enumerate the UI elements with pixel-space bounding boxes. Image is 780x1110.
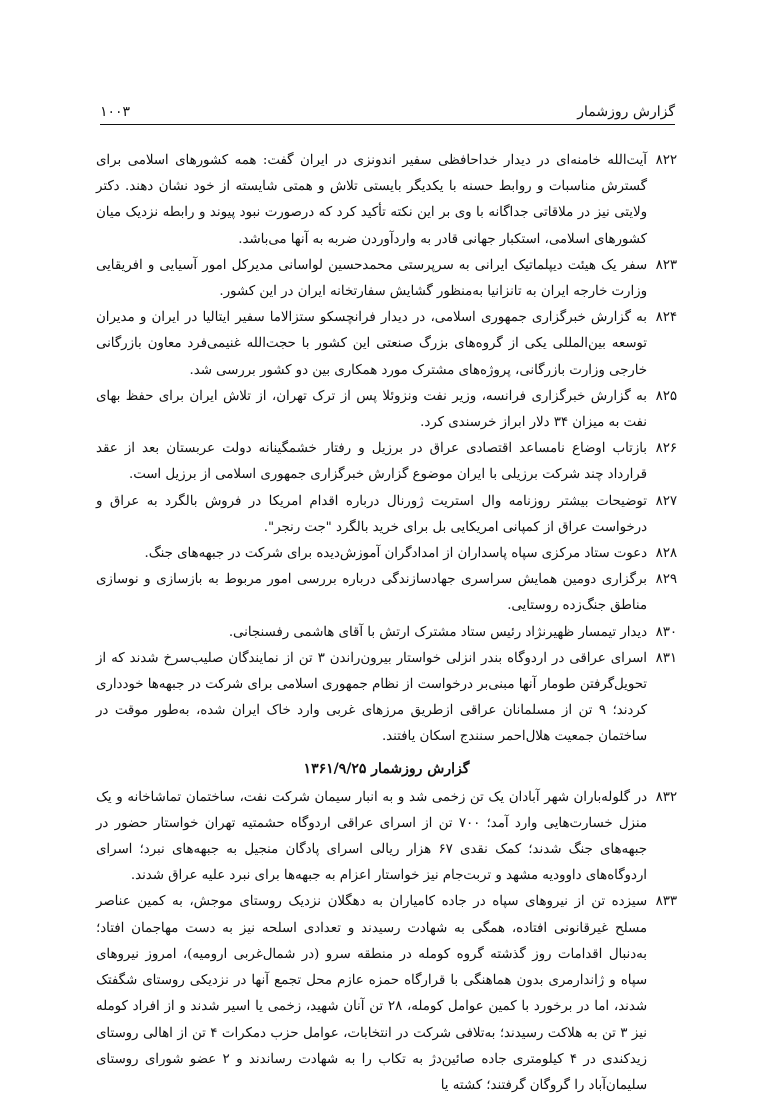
entry	[96, 253, 677, 305]
entry-text: دعوت ستاد مرکزی سپاه پاسداران از امدادگران آموزش‌دیده برای شرکت در جبهه‌های جنگ.	[144, 546, 647, 562]
page-number: ۱۰۰۳	[100, 104, 131, 120]
entry-number: ۸۳۲	[655, 789, 677, 805]
entry	[96, 436, 677, 488]
running-header	[100, 92, 675, 120]
entry	[96, 785, 677, 890]
entry	[96, 620, 677, 646]
entry	[96, 889, 677, 1099]
entry-text: سفر یک هیئت دیپلماتیک ایرانی به سرپرستی محمدحسین لواسانی مدیرکل امور آسیایی و افریقایی وزارت خارجه ایران به تانزانیا به‌منظور گشایش سفارتخانه ایران در این کشور.	[96, 257, 647, 300]
entry-number: ۸۲۹	[655, 572, 677, 588]
entry-number: ۸۲۶	[655, 441, 677, 457]
entry	[96, 384, 677, 436]
entry	[96, 148, 677, 253]
header-rule	[100, 124, 675, 125]
entry-text: در گلوله‌باران شهر آبادان یک تن زخمی شد و به انبار سیمان شرکت نفت، ساختمان تماشاخانه و یک منزل خسارت‌هایی وارد آمد؛ ۷۰۰ تن از اسرای عراقی اردوگاه حشمتیه تهران خواستار حضور در جبهه‌های جنگ شدند؛ کمک نقدی ۶۷ هزار ریالی اسرای پادگان منجیل به جبهه‌های نبرد؛ اسرای اردوگاه‌های داوودیه مشهد و تربت‌جام نیز خواستار اعزام به جبهه‌ها برای نبرد علیه عراق شدند.	[96, 789, 647, 884]
entry-text: به گزارش خبرگزاری فرانسه، وزیر نفت ونزوئلا پس از ترک تهران، از تلاش ایران برای حفظ بهای نفت به میزان ۳۴ دلار ابراز خرسندی کرد.	[96, 388, 647, 431]
entry-number: ۸۲۳	[655, 257, 677, 273]
entry-number: ۸۳۱	[655, 650, 677, 666]
entry-number: ۸۲۴	[655, 310, 677, 326]
entry	[96, 541, 677, 567]
entry-number: ۸۳۰	[655, 624, 677, 640]
header-title: گزارش روزشمار	[577, 104, 675, 120]
entry	[96, 305, 677, 384]
entry-number: ۸۲۷	[655, 493, 677, 509]
entry-number: ۸۳۳	[655, 894, 677, 910]
entry-number: ۸۲۵	[655, 388, 677, 404]
entry-text: بازتاب اوضاع نامساعد اقتصادی عراق در برزیل و رفتار خشمگینانه دولت عربستان بعد از عقد قرارداد چند شرکت برزیلی با ایران موضوع گزارش خبرگزاری جمهوری اسلامی از برزیل است.	[96, 441, 647, 483]
entry-text: آیت‌الله خامنه‌ای در دیدار خداحافظی سفیر اندونزی در ایران گفت: همه کشورهای اسلامی برای گسترش مناسبات و روابط حسنه با یکدیگر بایستی تلاش و همتی شایسته از خود نشان دهند. دکتر ولایتی نیز در ملاقاتی جداگانه با وی بر این نکته تأکید کرد که درصورت نبود پیوند و رابطه نزدیک میان کشورهای اسلامی، استکبار جهانی قادر به واردآوردن ضربه به آنها می‌باشد.	[96, 153, 647, 247]
entry-number: ۸۲۲	[655, 153, 677, 168]
entry-text: برگزاری دومین همایش سراسری جهادسازندگی درباره بررسی امور مربوط به بازسازی و نوسازی مناطق جنگ‌زده روستایی.	[96, 572, 647, 614]
entry-text: به گزارش خبرگزاری جمهوری اسلامی، در دیدار فرانچسکو ستزالاما سفیر ایتالیا در ایران و مدیران توسعه بین‌المللی یکی از گروه‌های بزرگ صنعتی این کشور با حجت‌الله غنیمی‌فرد معاون بازرگانی خارجی وزارت بازرگانی، پروژه‌های مشترک مورد همکاری بین دو کشور بررسی شد.	[96, 310, 647, 378]
entry-text: توضیحات بیشتر روزنامه وال استریت ژورنال درباره اقدام امریکا در فروش بالگرد به عراق و درخواست عراق از کمپانی امریکایی بل برای خرید بالگرد "جت رنجر".	[96, 493, 647, 535]
entry	[96, 646, 677, 751]
entry-text: سیزده تن از نیروهای سپاه در جاده کامیاران به دهگلان نزدیک روستای موجش، به کمین عناصر مسلح غیرقانونی افتاده، همگی به شهادت رسیدند و تعدادی اسلحه نیز به دست مهاجمان افتاد؛ به‌دنبال اقدامات روز گذشته گروه کومله در منطقه سرو (در شمال‌غربی ارومیه)، امروز نیروهای سپاه و ژاندارمری بدون هماهنگی با قرارگاه حمزه عازم محل تجمع آنها در نزدیکی روستای شگفتک شدند، اما در برخورد با کمین عوامل کومله، ۲۸ تن آنان شهید، زخمی یا اسیر شدند و از افراد کومله نیز ۳ تن به هلاکت رسیدند؛ به‌تلافی شرکت در انتخابات، عوامل حزب دمکرات ۴ تن از اهالی روستای زیدکندی در ۴ کیلومتری جاده صائین‌دژ به تکاب را به شهادت رساندند و ۲ عضو شورای روستای سلیمان‌آباد را گروگان گرفتند؛ کشته یا	[96, 894, 648, 1093]
entry	[96, 489, 677, 541]
body-text	[96, 148, 677, 1099]
entry-number: ۸۲۸	[655, 546, 677, 562]
entry-text: دیدار تیمسار ظهیرنژاد رئیس ستاد مشترک ارتش با آقای هاشمی رفسنجانی.	[228, 624, 647, 640]
section-heading: گزارش روزشمار ۱۳۶۱/۹/۲۵	[303, 760, 470, 777]
entry-text: اسرای عراقی در اردوگاه بندر انزلی خواستار بیرون‌راندن ۳ تن از نمایندگان صلیب‌سرخ شدند که از تحویل‌گرفتن طومار آنها مبنی‌بر درخواست از نظام جمهوری اسلامی برای شرکت در جبهه‌ها خودداری کردند؛ ۹ تن از مسلمانان عراقی ازطریق مرزهای غربی وارد خاک ایران شده، به‌طور موقت در ساختمان جمعیت هلال‌احمر سنندج اسکان یافتند.	[96, 650, 647, 745]
entry	[96, 567, 677, 619]
